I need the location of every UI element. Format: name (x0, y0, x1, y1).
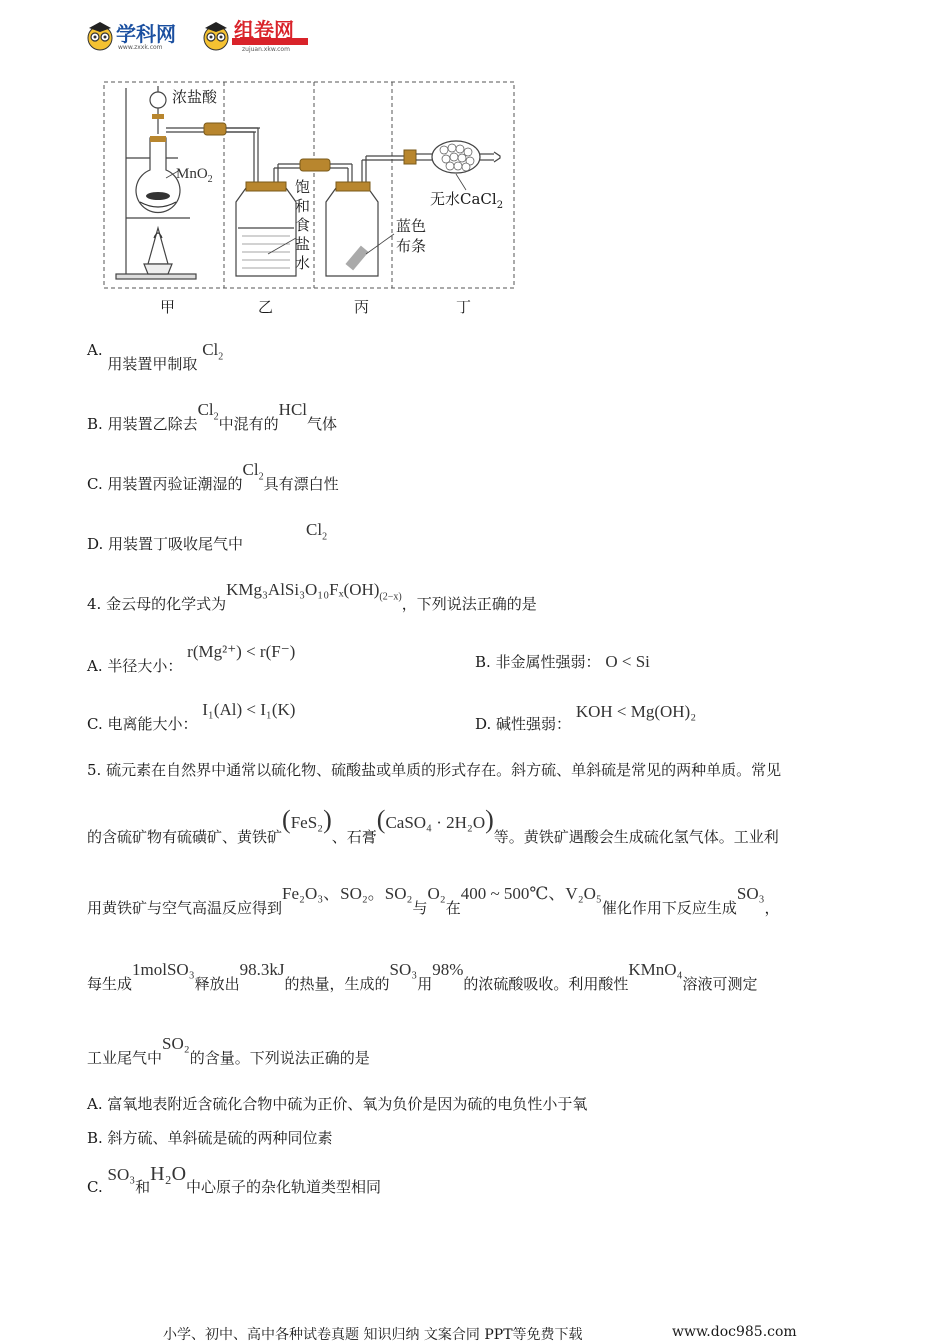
label-saturated-brine: 饱 和 食 盐 水 (295, 178, 311, 272)
zujuanwang-logo (202, 14, 312, 56)
q3-option-d-formula: $Cl_2$ (306, 520, 328, 543)
q4-option-a: A. 半径大小： r(Mg²⁺) < r(F⁻) (87, 642, 296, 675)
q5-option-b: B. 斜方硫、单斜硫是硫的两种同位素 (87, 1129, 333, 1147)
zujuanwang-logo-text: 组卷网 (234, 18, 294, 42)
zujuanwang-logo-url: zujuan.xkw.com (242, 46, 290, 53)
label-anhydrous-cacl2: 无水CaCl$_2$ (430, 190, 504, 211)
device-label-ding: 丁 (456, 298, 472, 316)
q3-option-a: A. 用装置甲制取 $Cl_2$ (87, 340, 224, 373)
label-blue-cloth: 蓝色 布条 (396, 217, 427, 255)
device-label-jia: 甲 (160, 298, 176, 316)
device-label-bing: 丙 (354, 298, 370, 316)
q3-option-c: C. 用装置丙验证潮湿的$Cl_2$具有漂白性 (87, 460, 339, 493)
q3-option-b: B. 用装置乙除去$Cl_2$中混有的HCl气体 (87, 400, 338, 433)
q4-option-d: D. 碱性强弱： KOH < Mg(OH)₂ (475, 702, 697, 733)
q5-line-4: 每生成1molSO₃释放出98.3kJ的热量，生成的SO₃用98%的浓硫酸吸收。利用酸性KMnO₄溶液可测定 (87, 960, 758, 993)
footer-url[interactable]: www.doc985.com (672, 1324, 797, 1340)
q5-line-5: 工业尾气中SO₂的含量。下列说法正确的是 (87, 1034, 370, 1067)
xuekewang-logo-text: 学科网 (116, 22, 176, 46)
q4-stem: 4. 金云母的化学式为$KMg_3AlSi_3O_{10}F_x(OH)_{(2-x)}$，下列说法正确的是 (87, 580, 537, 613)
xuekewang-logo (86, 16, 196, 56)
q5-option-a: A. 富氧地表附近含硫化合物中硫为正价、氧为负价是因为硫的电负性小于氧 (87, 1095, 588, 1113)
q5-option-c: C. SO₃和H₂O中心原子的杂化轨道类型相同 (87, 1163, 382, 1196)
q4-option-c: C. 电离能大小： I₁(Al) < I₁(K) (87, 700, 296, 733)
q5-line-1: 5. 硫元素在自然界中通常以硫化物、硫酸盐或单质的形式存在。斜方硫、单斜硫是常见的两种单质。常见 (87, 761, 782, 779)
q5-line-2: 的含硫矿物有硫磺矿、黄铁矿(FeS₂)、石膏(CaSO₄ · 2H₂O)等。黄铁矿遇酸会生成硫化氢气体。工业利 (87, 805, 779, 846)
apparatus-figure (100, 78, 520, 318)
q4-option-b: B. 非金属性强弱： O < Si (475, 652, 650, 671)
label-concentrated-hcl: 浓盐酸 (172, 88, 218, 106)
label-mno2: MnO$_2$ (176, 166, 213, 185)
q3-option-d: D. 用装置丁吸收尾气中 (87, 535, 244, 553)
xuekewang-logo-url: www.zxxk.com (118, 44, 163, 51)
footer-text: 小学、初中、高中各种试卷真题 知识归纳 文案合同 PPT等免费下载 (163, 1327, 583, 1343)
device-label-yi: 乙 (258, 298, 274, 316)
q5-line-3: 用黄铁矿与空气高温反应得到Fe₂O₃、SO₂。SO₂与O₂在400 ~ 500℃、V₂O₅催化作用下反应生成SO₃， (87, 884, 780, 917)
